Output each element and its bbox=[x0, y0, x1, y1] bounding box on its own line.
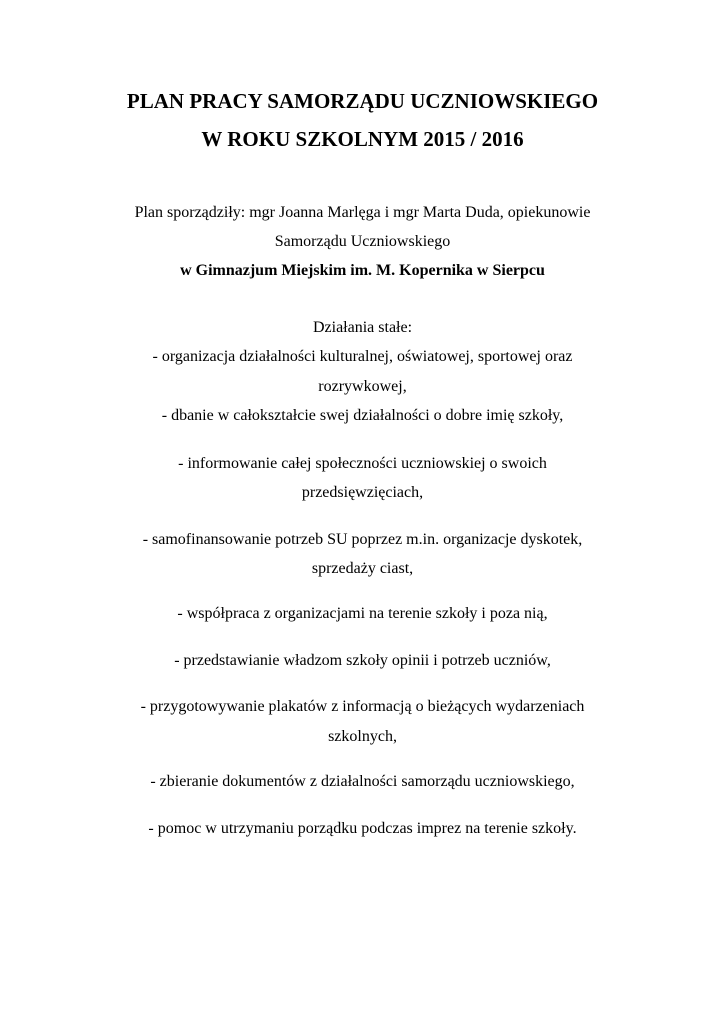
activity-line: szkolnych, bbox=[328, 728, 397, 745]
prepared-by-line-2: Samorządu Uczniowskiego bbox=[274, 233, 451, 250]
activity-line: rozrywkowej, bbox=[318, 378, 407, 395]
activity-line: - organizacja działalności kulturalnej, oświatowej, sportowej oraz bbox=[152, 348, 573, 365]
activity-line: - pomoc w utrzymaniu porządku podczas imprez na terenie szkoły. bbox=[148, 820, 577, 837]
activity-line: - dbanie w całokształcie swej działalności o dobre imię szkoły, bbox=[161, 407, 564, 424]
activity-line: - samofinansowanie potrzeb SU poprzez m.in. organizacje dyskotek, bbox=[142, 531, 583, 548]
activity-line: - współpraca z organizacjami na terenie szkoły i poza nią, bbox=[177, 605, 548, 622]
school-name: w Gimnazjum Miejskim im. M. Kopernika w Sierpcu bbox=[180, 262, 545, 279]
document-title-line-1: PLAN PRACY SAMORZĄDU UCZNIOWSKIEGO bbox=[126, 89, 599, 113]
section-heading: Działania stałe: bbox=[312, 319, 413, 336]
prepared-by-line-1: Plan sporządziły: mgr Joanna Marlęga i mgr Marta Duda, opiekunowie bbox=[134, 204, 591, 221]
activity-line: - zbieranie dokumentów z działalności samorządu uczniowskiego, bbox=[150, 773, 575, 790]
document-title-line-2: W ROKU SZKOLNYM 2015 / 2016 bbox=[201, 127, 524, 151]
activity-line: przedsięwzięciach, bbox=[301, 484, 424, 501]
activity-line: - przedstawianie władzom szkoły opinii i potrzeb uczniów, bbox=[174, 652, 551, 669]
activity-line: sprzedaży ciast, bbox=[311, 560, 414, 577]
activity-line: - informowanie całej społeczności uczniowskiej o swoich bbox=[178, 455, 547, 472]
activity-line: - przygotowywanie plakatów z informacją o bieżących wydarzeniach bbox=[140, 698, 585, 715]
